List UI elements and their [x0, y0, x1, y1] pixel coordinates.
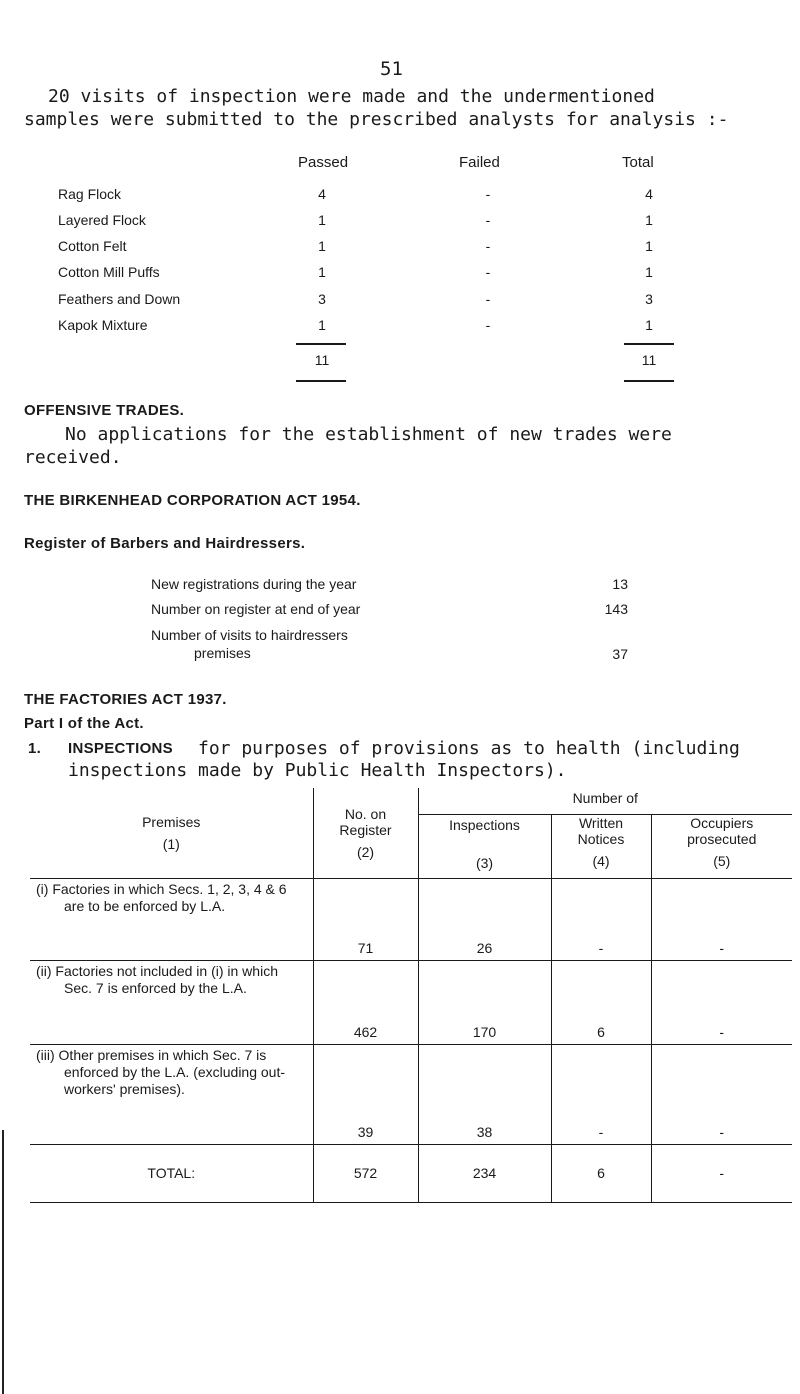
sample-passed: 1	[318, 212, 326, 228]
register-cell: 462	[313, 960, 418, 1044]
visits-label: Number of visits to hairdressers	[151, 627, 348, 643]
inspections-text-1: for purposes of provisions as to health (including	[198, 738, 740, 759]
sample-passed: 1	[318, 238, 326, 254]
sample-failed: -	[485, 264, 491, 280]
inspections-text-2: inspections made by Public Health Inspectors).	[68, 760, 567, 781]
sample-failed: -	[485, 212, 491, 228]
sample-passed: 3	[318, 291, 326, 307]
sample-total: 3	[645, 291, 653, 307]
sample-passed: 1	[318, 264, 326, 280]
inspections-col-number: (3)	[475, 854, 494, 871]
new-registrations-value: 13	[612, 576, 628, 592]
barbers-subheading: Register of Barbers and Hairdressers.	[24, 535, 306, 552]
sample-failed: -	[485, 238, 491, 254]
register-col-number: (2)	[356, 843, 375, 860]
table-row	[30, 1044, 792, 1144]
sample-failed: -	[485, 317, 491, 333]
total-rule	[624, 380, 674, 382]
prosecuted-cell: -	[651, 960, 792, 1044]
inspections-header-label: Inspections	[449, 816, 520, 833]
notices-header-label: Written Notices	[577, 814, 625, 847]
offensive-trades-heading: OFFENSIVE TRADES.	[24, 402, 185, 419]
sample-name: Cotton Felt	[58, 238, 127, 254]
register-cell: 39	[313, 1044, 418, 1144]
premises-cell: (ii) Factories not included in (i) in which Sec. 7 is enforced by the L.A.	[36, 962, 278, 996]
premises-header-label: Premises	[142, 813, 201, 830]
sample-name: Rag Flock	[58, 186, 122, 202]
offensive-line-1: No applications for the establishment of new trades were	[65, 424, 672, 445]
register-header	[313, 788, 418, 878]
sample-passed: 1	[318, 317, 326, 333]
offensive-line-2: received.	[24, 447, 122, 468]
sample-total: 1	[645, 317, 653, 333]
prosecuted-header-label: Occupiers prosecuted	[687, 814, 757, 847]
sample-passed: 4	[318, 186, 326, 202]
premises-col-number: (1)	[162, 835, 180, 852]
notices-cell: 6	[551, 960, 651, 1044]
total-notices: 6	[551, 1144, 651, 1202]
on-register-label: Number on register at end of year	[151, 601, 361, 617]
prosecuted-header	[651, 814, 792, 878]
number-of-header: Number of	[418, 788, 792, 814]
item-number: 1.	[28, 740, 42, 757]
subtotal-rule	[624, 343, 674, 345]
visits-value: 37	[612, 646, 628, 662]
failed-header: Failed	[459, 154, 500, 171]
total-row	[30, 1144, 792, 1202]
intro-line-1: 20 visits of inspection were made and the undermentioned	[48, 86, 655, 107]
sample-total: 1	[645, 238, 653, 254]
inspections-title: INSPECTIONS	[68, 740, 173, 757]
premises-cell: (i) Factories in which Secs. 1, 2, 3, 4 & 6 are to be enforced by L.A.	[36, 880, 287, 914]
sample-total: 1	[645, 212, 653, 228]
table-row	[30, 878, 792, 960]
part-one-subheading: Part I of the Act.	[24, 715, 144, 732]
intro-line-2: samples were submitted to the prescribed analysts for analysis :-	[24, 109, 729, 130]
register-header-label: No. on Register	[339, 805, 392, 838]
sample-name: Feathers and Down	[58, 291, 181, 307]
notices-cell: -	[551, 1044, 651, 1144]
total-rule	[296, 380, 346, 382]
total-prosecuted: -	[651, 1144, 792, 1202]
prosecuted-cell: -	[651, 1044, 792, 1144]
subtotal-rule	[296, 343, 346, 345]
passed-header: Passed	[298, 154, 349, 171]
total-label: TOTAL:	[30, 1144, 313, 1202]
sample-failed: -	[485, 291, 491, 307]
total-header: Total	[622, 154, 654, 171]
sample-total: 4	[645, 186, 653, 202]
inspections-cell: 38	[418, 1044, 551, 1144]
sample-failed: -	[485, 186, 491, 202]
scan-edge-line	[2, 1130, 4, 1394]
notices-col-number: (4)	[592, 852, 610, 869]
sample-name: Cotton Mill Puffs	[58, 264, 160, 280]
new-registrations-label: New registrations during the year	[151, 576, 357, 592]
inspections-header	[418, 814, 551, 878]
passed-total: 11	[314, 352, 330, 368]
inspections-cell: 170	[418, 960, 551, 1044]
sample-total: 1	[645, 264, 653, 280]
premises-cell: (iii) Other premises in which Sec. 7 is enforced by the L.A. (excluding out-workers' premises).	[36, 1046, 286, 1097]
page-number: 51	[380, 58, 403, 80]
factories-inspections-table	[30, 788, 792, 1203]
notices-header	[551, 814, 651, 878]
visits-label-2: premises	[194, 645, 251, 661]
register-cell: 71	[313, 878, 418, 960]
table-header-row	[30, 788, 792, 814]
on-register-value: 143	[604, 601, 628, 617]
prosecuted-col-number: (5)	[713, 852, 731, 869]
factories-heading: THE FACTORIES ACT 1937.	[24, 691, 227, 708]
total-inspections: 234	[418, 1144, 551, 1202]
prosecuted-cell: -	[651, 878, 792, 960]
birkenhead-heading: THE BIRKENHEAD CORPORATION ACT 1954.	[24, 492, 361, 509]
total-register: 572	[313, 1144, 418, 1202]
notices-cell: -	[551, 878, 651, 960]
sample-name: Layered Flock	[58, 212, 146, 228]
grand-total: 11	[641, 352, 657, 368]
inspections-cell: 26	[418, 878, 551, 960]
premises-header	[30, 788, 313, 878]
sample-name: Kapok Mixture	[58, 317, 148, 333]
table-row	[30, 960, 792, 1044]
